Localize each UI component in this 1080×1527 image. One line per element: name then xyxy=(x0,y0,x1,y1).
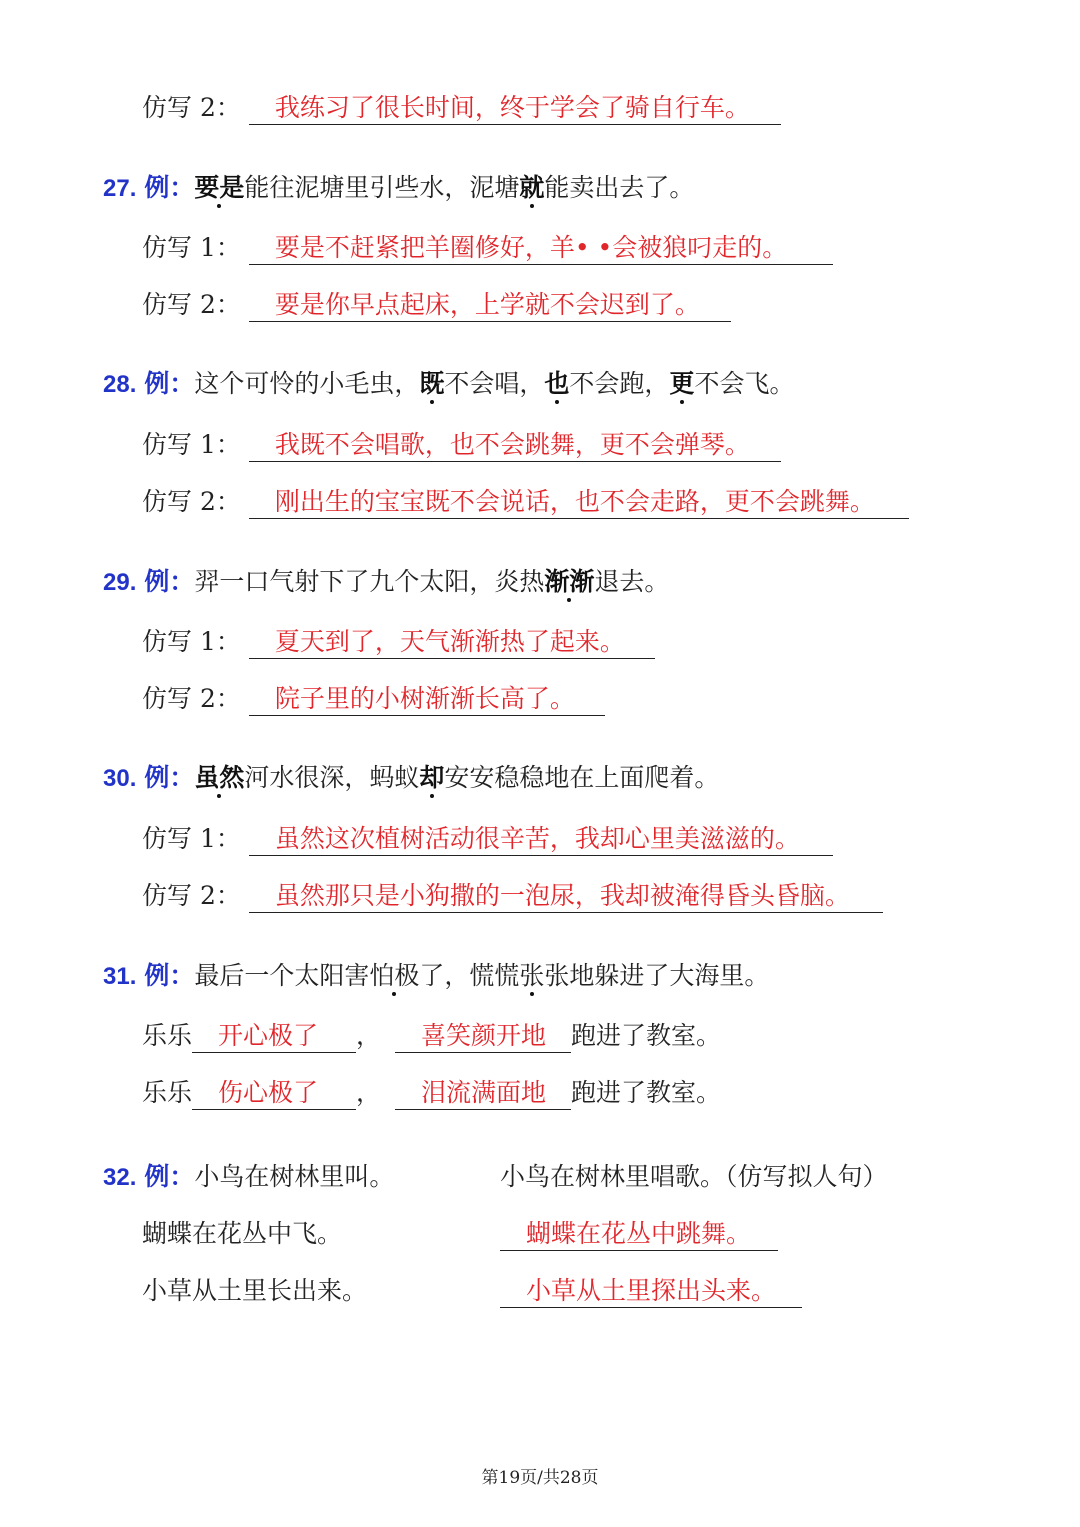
item-30-fangxie1-row xyxy=(142,823,833,856)
example-text: 这个可怜的小毛虫， xyxy=(194,369,420,398)
item-30-example xyxy=(103,762,719,795)
prompt-sentence: 小草从土里长出来。 xyxy=(142,1276,368,1305)
item-26-fangxie2-row xyxy=(142,92,781,125)
emphasized-word: 既 xyxy=(419,369,445,398)
example-text: 小鸟在树林里叫。 xyxy=(194,1162,395,1191)
separator: ， xyxy=(356,1021,382,1050)
item-29-fangxie1-row xyxy=(142,626,655,659)
example-text: 不会唱， xyxy=(444,369,545,398)
answer-blank: 刚出生的宝宝既不会说话，也不会走路，更不会跳舞。 xyxy=(249,486,909,519)
fangxie-label: 仿写 2： xyxy=(142,684,241,713)
item-32-answer xyxy=(500,1275,802,1308)
example-text: 退去。 xyxy=(594,567,670,596)
question-number: 32. xyxy=(103,1164,137,1191)
item-28-fangxie1-row xyxy=(142,429,781,462)
answer-blank: 开心极了 xyxy=(192,1020,356,1053)
example-label: 例： xyxy=(144,1162,195,1191)
fangxie-label: 仿写 2： xyxy=(142,290,241,319)
emphasized-word: 却 xyxy=(419,763,445,792)
example-label: 例： xyxy=(144,961,195,990)
item-31-row xyxy=(142,1077,721,1110)
fangxie-label: 仿写 1： xyxy=(142,430,241,459)
item-27-fangxie2-row xyxy=(142,289,731,322)
sentence-tail: 跑进了教室。 xyxy=(571,1078,722,1107)
answer-blank: 我练习了很长时间，终于学会了骑自行车。 xyxy=(249,92,781,125)
item-30-fangxie2-row xyxy=(142,880,883,913)
item-31-example xyxy=(103,960,769,993)
dotted-phrase: 害怕极了 xyxy=(344,961,445,990)
emphasized-word: 要是 xyxy=(194,173,245,202)
prompt-sentence: 蝴蝶在花丛中飞。 xyxy=(142,1219,343,1248)
answer-blank: 喜笑颜开地 xyxy=(395,1020,571,1053)
item-32-answer xyxy=(500,1218,778,1251)
example-text: 羿一口气射下了九个太阳，炎热 xyxy=(194,567,545,596)
answer-blank: 伤心极了 xyxy=(192,1077,356,1110)
question-number: 28. xyxy=(103,371,137,398)
example-text: 不会飞。 xyxy=(694,369,795,398)
example-text: 能卖出去了。 xyxy=(544,173,695,202)
sentence-subject: 乐乐 xyxy=(142,1021,193,1050)
item-28-example xyxy=(103,368,794,401)
item-32-example xyxy=(103,1161,394,1194)
dotted-phrase: 慌慌张张地 xyxy=(469,961,595,990)
answer-blank: 要是不赶紧把羊圈修好，羊• •会被狼叼走的。 xyxy=(249,232,833,265)
example-label: 例： xyxy=(144,567,195,596)
answer-blank: 要是你早点起床，上学就不会迟到了。 xyxy=(249,289,731,322)
example-label: 例： xyxy=(144,369,195,398)
item-32-prompt xyxy=(142,1218,342,1250)
answer-blank: 夏天到了，天气渐渐热了起来。 xyxy=(249,626,655,659)
emphasized-word: 就 xyxy=(519,173,545,202)
example-text: ， xyxy=(444,961,470,990)
example-text: 最后一个太阳 xyxy=(194,961,345,990)
fangxie-label: 仿写 2： xyxy=(142,487,241,516)
example-text: 河水很深，蚂蚁 xyxy=(244,763,420,792)
question-number: 27. xyxy=(103,175,137,202)
fangxie-label: 仿写 1： xyxy=(142,233,241,262)
page-footer: 第19页/共28页 xyxy=(481,1468,599,1488)
answer-blank: 泪流满面地 xyxy=(395,1077,571,1110)
sentence-tail: 跑进了教室。 xyxy=(571,1021,722,1050)
fangxie-label: 仿写 2： xyxy=(142,881,241,910)
item-27-example xyxy=(103,172,694,205)
emphasized-word: 更 xyxy=(669,369,695,398)
emphasized-word: 虽然 xyxy=(194,763,245,792)
question-number: 30. xyxy=(103,765,137,792)
emphasized-word: 渐渐 xyxy=(544,567,595,596)
example-text: 不会跑， xyxy=(569,369,670,398)
item-32-example-right xyxy=(500,1161,888,1193)
item-29-example xyxy=(103,566,669,599)
sentence-subject: 乐乐 xyxy=(142,1078,193,1107)
example-text: 能往泥塘里引些水，泥塘 xyxy=(244,173,520,202)
example-label: 例： xyxy=(144,173,195,202)
item-29-fangxie2-row xyxy=(142,683,605,716)
emphasized-word: 也 xyxy=(544,369,570,398)
example-text: 小鸟在树林里唱歌。（仿写拟人句） xyxy=(500,1162,888,1191)
item-32-prompt xyxy=(142,1275,367,1307)
answer-blank: 小草从土里探出头来。 xyxy=(500,1275,802,1308)
answer-blank: 虽然这次植树活动很辛苦，我却心里美滋滋的。 xyxy=(249,823,833,856)
item-27-fangxie1-row xyxy=(142,232,833,265)
answer-blank: 蝴蝶在花丛中跳舞。 xyxy=(500,1218,778,1251)
question-number: 29. xyxy=(103,569,137,596)
example-text: 安安稳稳地在上面爬着。 xyxy=(444,763,720,792)
example-text: 躲进了大海里。 xyxy=(594,961,770,990)
item-28-fangxie2-row xyxy=(142,486,909,519)
question-number: 31. xyxy=(103,963,137,990)
answer-blank: 院子里的小树渐渐长高了。 xyxy=(249,683,605,716)
example-label: 例： xyxy=(144,763,195,792)
fangxie-label: 仿写 1： xyxy=(142,627,241,656)
separator: ， xyxy=(356,1078,382,1107)
fangxie-label: 仿写 2： xyxy=(142,93,241,122)
answer-blank: 我既不会唱歌，也不会跳舞，更不会弹琴。 xyxy=(249,429,781,462)
fangxie-label: 仿写 1： xyxy=(142,824,241,853)
item-31-row xyxy=(142,1020,721,1053)
answer-blank: 虽然那只是小狗撒的一泡尿，我却被淹得昏头昏脑。 xyxy=(249,880,883,913)
